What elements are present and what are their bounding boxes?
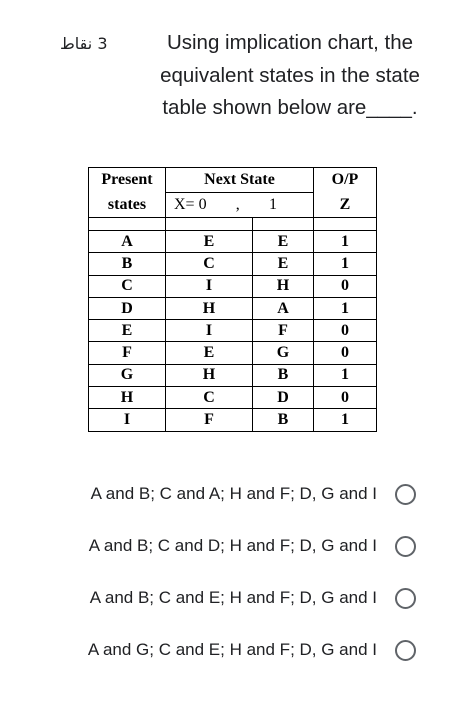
question-line: equivalent states in the state: [160, 63, 420, 87]
option-4[interactable]: [0, 630, 474, 670]
table-cell: B: [253, 364, 314, 386]
table-row: [89, 231, 377, 253]
table-cell: B: [253, 409, 314, 431]
header-output: O/P: [314, 168, 377, 193]
table-cell: 1: [314, 409, 377, 431]
table-row: [89, 364, 377, 386]
table-cell: 1: [314, 297, 377, 319]
table-row: [89, 253, 377, 275]
table-cell: G: [253, 342, 314, 364]
gap-cell: [314, 218, 377, 231]
table-cell: E: [253, 253, 314, 275]
table-cell: H: [253, 275, 314, 297]
table-cell: F: [253, 320, 314, 342]
table-cell: D: [253, 387, 314, 409]
option-3[interactable]: [0, 578, 474, 618]
question-text: [125, 27, 455, 125]
table-cell: 0: [314, 342, 377, 364]
header-states: states: [89, 193, 166, 218]
table-cell: 0: [314, 320, 377, 342]
question-line: table shown below are____.: [162, 96, 418, 119]
option-label: A and B; C and E; H and F; D, G and I: [89, 588, 377, 607]
table-cell: E: [89, 320, 166, 342]
header-x0: X= 0: [174, 196, 207, 213]
table-cell: F: [89, 342, 166, 364]
header-z: Z: [314, 193, 377, 218]
state-table: [88, 167, 377, 432]
table-cell: E: [253, 231, 314, 253]
radio-button-icon[interactable]: [395, 640, 416, 661]
table-cell: H: [89, 387, 166, 409]
header-input-values: [166, 193, 314, 218]
header-next-state: Next State: [166, 168, 314, 193]
table-cell: I: [89, 409, 166, 431]
points-label: 3 نقاط: [60, 34, 108, 53]
header-comma: ,: [235, 196, 240, 213]
table-cell: 1: [314, 253, 377, 275]
question-line: Using implication chart, the: [166, 31, 414, 54]
header-x1: 1: [268, 196, 277, 213]
table-cell: 0: [314, 387, 377, 409]
table-cell: G: [89, 364, 166, 386]
header-present: Present: [89, 168, 166, 193]
table-row: [89, 387, 377, 409]
table-cell: H: [166, 297, 253, 319]
radio-button-icon[interactable]: [395, 588, 416, 609]
gap-cell: [89, 218, 166, 231]
option-2[interactable]: [0, 526, 474, 566]
table-cell: C: [166, 253, 253, 275]
table-cell: 1: [314, 364, 377, 386]
table-row: [89, 409, 377, 431]
table-cell: I: [166, 320, 253, 342]
table-row: [89, 320, 377, 342]
table-cell: 1: [314, 231, 377, 253]
table-cell: D: [89, 297, 166, 319]
table-cell: E: [166, 231, 253, 253]
table-cell: I: [166, 275, 253, 297]
table-cell: H: [166, 364, 253, 386]
table-cell: A: [253, 297, 314, 319]
table-cell: 0: [314, 275, 377, 297]
table-cell: C: [166, 387, 253, 409]
radio-button-icon[interactable]: [395, 536, 416, 557]
option-label: A and B; C and D; H and F; D, G and I: [88, 536, 377, 555]
option-label: A and B; C and A; H and F; D, G and I: [90, 484, 377, 503]
table-cell: E: [166, 342, 253, 364]
gap-cell: [253, 218, 314, 231]
radio-button-icon[interactable]: [395, 484, 416, 505]
gap-cell: [166, 218, 253, 231]
table-cell: A: [89, 231, 166, 253]
table-cell: B: [89, 253, 166, 275]
option-1[interactable]: [0, 474, 474, 514]
table-row: [89, 297, 377, 319]
table-cell: C: [89, 275, 166, 297]
option-label: A and G; C and E; H and F; D, G and I: [87, 640, 377, 659]
table-row: [89, 342, 377, 364]
table-row: [89, 275, 377, 297]
table-cell: F: [166, 409, 253, 431]
